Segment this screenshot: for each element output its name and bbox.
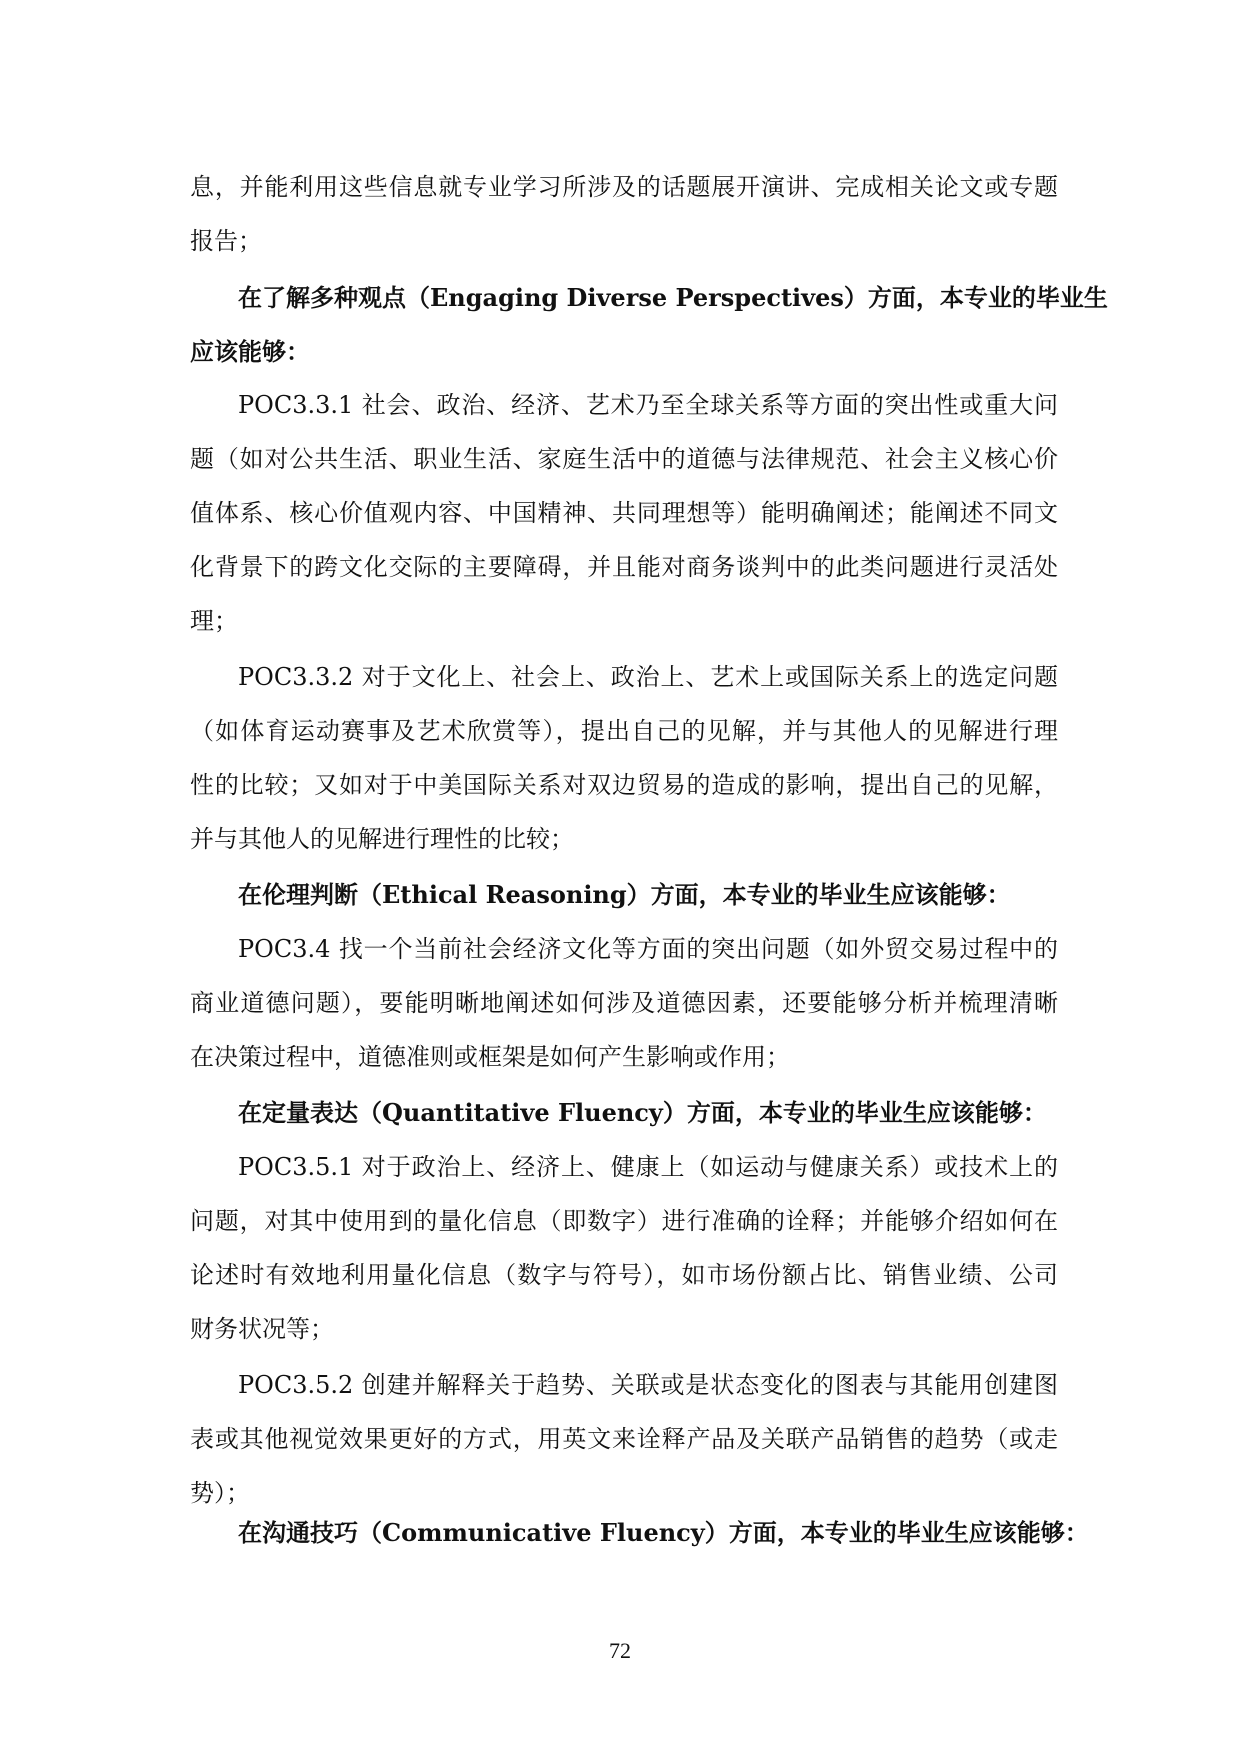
paragraph-line: 在决策过程中，道德准则或框架是如何产生影响或作用； <box>190 1043 790 1071</box>
section-heading-line: 在伦理判断（Ethical Reasoning）方面，本专业的毕业生应该能够： <box>238 880 1011 909</box>
paragraph-line: 问题，对其中使用到的量化信息（即数字）进行准确的诠释；并能够介绍如何在 <box>190 1207 1058 1235</box>
paragraph-line: POC3.3.1 社会、政治、经济、艺术乃至全球关系等方面的突出性或重大问 <box>238 391 1058 419</box>
section-heading-line: 应该能够： <box>190 337 310 366</box>
paragraph-line: 理； <box>190 607 238 635</box>
paragraph-line: 值体系、核心价值观内容、中国精神、共同理想等）能明确阐述；能阐述不同文 <box>190 499 1058 527</box>
section-heading-line: 在定量表达（Quantitative Fluency）方面，本专业的毕业生应该能够： <box>238 1098 1047 1127</box>
paragraph-line: 表或其他视觉效果更好的方式，用英文来诠释产品及关联产品销售的趋势（或走 <box>190 1425 1058 1453</box>
paragraph-line: 题（如对公共生活、职业生活、家庭生活中的道德与法律规范、社会主义核心价 <box>190 445 1058 473</box>
paragraph-line: 财务状况等； <box>190 1315 334 1343</box>
paragraph-line: POC3.3.2 对于文化上、社会上、政治上、艺术上或国际关系上的选定问题 <box>238 663 1058 691</box>
paragraph-line: 商业道德问题），要能明晰地阐述如何涉及道德因素，还要能够分析并梳理清晰 <box>190 989 1058 1017</box>
section-heading-line: 在了解多种观点（Engaging Diverse Perspectives）方面，本专业的毕业生 <box>238 283 1108 312</box>
paragraph-line: 并与其他人的见解进行理性的比较； <box>190 825 574 853</box>
paragraph-line: 性的比较；又如对于中美国际关系对双边贸易的造成的影响，提出自己的见解， <box>190 771 1058 799</box>
paragraph-line: （如体育运动赛事及艺术欣赏等），提出自己的见解，并与其他人的见解进行理 <box>190 717 1058 745</box>
paragraph-line: POC3.5.1 对于政治上、经济上、健康上（如运动与健康关系）或技术上的 <box>238 1153 1058 1181</box>
paragraph-line: POC3.5.2 创建并解释关于趋势、关联或是状态变化的图表与其能用创建图 <box>238 1371 1058 1399</box>
paragraph-line: 息，并能利用这些信息就专业学习所涉及的话题展开演讲、完成相关论文或专题 <box>190 173 1058 201</box>
paragraph-line: 论述时有效地利用量化信息（数字与符号），如市场份额占比、销售业绩、公司 <box>190 1261 1058 1289</box>
section-heading-line: 在沟通技巧（Communicative Fluency）方面，本专业的毕业生应该能够： <box>238 1518 1089 1547</box>
paragraph-line: 报告； <box>190 227 262 255</box>
paragraph-line: 势）； <box>190 1479 250 1507</box>
paragraph-line: POC3.4 找一个当前社会经济文化等方面的突出问题（如外贸交易过程中的 <box>238 935 1058 963</box>
paragraph-line: 化背景下的跨文化交际的主要障碍，并且能对商务谈判中的此类问题进行灵活处 <box>190 553 1058 581</box>
page-number: 72 <box>609 1638 631 1663</box>
